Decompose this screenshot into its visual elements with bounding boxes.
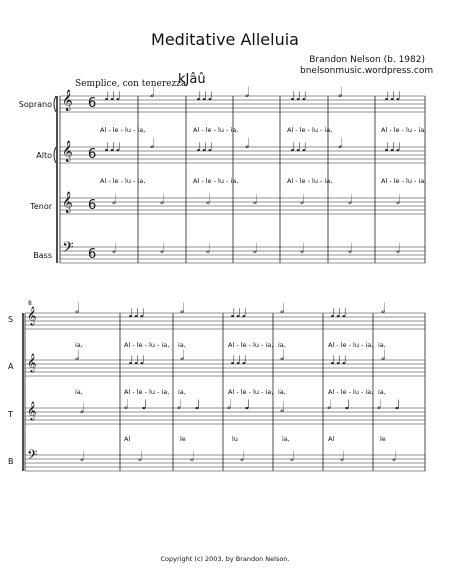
note-group: ♩♩♩: [330, 353, 347, 367]
lyric-line: Al - le - lu - ia,: [328, 341, 374, 349]
note-group: ♩♩♩: [290, 89, 307, 103]
note-pair: 𝅗𝅥 ♩: [124, 398, 148, 413]
bass-clef-icon: 𝄢: [62, 239, 74, 260]
half-note: 𝅗𝅥: [190, 450, 195, 465]
dotted-note: 𝅗𝅥: [280, 348, 285, 364]
dotted-note: 𝅗𝅥: [75, 348, 80, 364]
lyric-word: le: [180, 435, 186, 443]
dotted-note: 𝅗𝅥: [338, 85, 343, 101]
dotted-note: 𝅗𝅥: [180, 348, 185, 364]
lyric-line: Al - le - lu - ia,: [100, 126, 146, 134]
dotted-note: 𝅗𝅥: [150, 136, 155, 152]
lyric-line: ia,: [178, 388, 186, 396]
metronome-mark: kJâû: [178, 72, 206, 87]
part-label-t: T: [8, 410, 13, 419]
note-group: ♩♩♩: [104, 89, 121, 103]
lyric-line: Al - le - lu - ia,: [193, 126, 239, 134]
lyric-line: Al - le - lu - ia,: [100, 177, 146, 185]
lyric-word: Al: [124, 435, 131, 443]
bass-clef-icon: 𝄢: [27, 447, 38, 466]
lyric-line: ia,: [278, 388, 286, 396]
part-label-b: B: [8, 457, 14, 466]
lyric-word: le: [380, 435, 386, 443]
note-group: ♩♩♩: [384, 140, 401, 154]
note-group: ♩♩♩: [384, 89, 401, 103]
treble-8vb-clef-icon: 𝄞: [62, 192, 73, 213]
half-note: 𝅗𝅥: [206, 242, 211, 257]
lyric-line: Al - le - lu - ia,: [381, 126, 427, 134]
note-group: ♩♩♩: [196, 140, 213, 154]
half-note: 𝅗𝅥: [300, 193, 305, 208]
dotted-note: 𝅗𝅥: [180, 301, 185, 317]
lyric-word: ia,: [282, 435, 290, 443]
part-label-a: A: [8, 362, 14, 371]
tempo-marking: Semplice, con tenerezza: [75, 79, 187, 89]
composer-name: Brandon Nelson (b. 1982): [309, 55, 425, 65]
copyright-notice: Copyright (c) 2003, by Brandon Nelson.: [160, 555, 290, 563]
treble-clef-icon: 𝄞: [27, 353, 37, 372]
half-note: 𝅗𝅥: [112, 242, 117, 257]
dotted-note: 𝅗𝅥: [280, 400, 285, 416]
lyric-line: Al - le - lu - ia,: [328, 388, 374, 396]
lyric-line: ia,: [75, 388, 83, 396]
note-pair: 𝅗𝅥 ♩: [227, 398, 251, 413]
lyric-word: lu: [232, 435, 238, 443]
half-note: 𝅗𝅥: [80, 450, 85, 465]
half-note: 𝅗𝅥: [392, 450, 397, 465]
treble-clef-icon: 𝄞: [62, 141, 73, 162]
half-note: 𝅗𝅥: [160, 242, 165, 257]
half-note: 𝅗𝅥: [160, 193, 165, 208]
lyric-line: Al - le - lu - ia,: [228, 388, 274, 396]
note-group: ♩♩♩: [230, 353, 247, 367]
half-note: 𝅗𝅥: [290, 450, 295, 465]
measure-number: 8: [28, 300, 32, 307]
dotted-note: 𝅗𝅥: [381, 348, 386, 364]
part-label-s: S: [8, 315, 14, 324]
lyric-line: Al - le - lu - ia,: [124, 341, 170, 349]
time-signature-icon: 6: [88, 147, 97, 162]
time-signature-icon: 6: [88, 96, 97, 111]
lyric-line: ia,: [378, 388, 386, 396]
half-note: 𝅗𝅥: [348, 242, 353, 257]
treble-clef-icon: 𝄞: [62, 90, 73, 111]
lyric-line: Al - le - lu - ia,: [381, 177, 427, 185]
lyric-line: ia,: [178, 341, 186, 349]
dotted-note: 𝅗𝅥: [75, 301, 80, 317]
dotted-note: 𝅗𝅥: [245, 136, 250, 152]
lyric-line: Al - le - lu - ia,: [287, 177, 333, 185]
dotted-note: 𝅗𝅥: [280, 301, 285, 317]
part-label-alto: Alto: [36, 151, 52, 160]
lyric-line: ia,: [278, 341, 286, 349]
half-note: 𝅗𝅥: [240, 450, 245, 465]
dotted-note: 𝅗𝅥: [381, 301, 386, 317]
note-group: ♩♩♩: [104, 140, 121, 154]
half-note: 𝅗𝅥: [396, 242, 401, 257]
dotted-note: 𝅗𝅥: [338, 136, 343, 152]
part-label-tenor: Tenor: [30, 202, 52, 211]
half-note: 𝅗𝅥: [112, 193, 117, 208]
half-note: 𝅗𝅥: [253, 242, 258, 257]
note-group: ♩♩♩: [230, 306, 247, 320]
lyric-line: Al - le - lu - ia,: [228, 341, 274, 349]
half-note: 𝅗𝅥: [300, 242, 305, 257]
half-note: 𝅗𝅥: [206, 193, 211, 208]
half-note: 𝅗𝅥: [340, 450, 345, 465]
page-title: Meditative Alleluia: [151, 30, 299, 49]
dotted-note: 𝅗𝅥: [245, 85, 250, 101]
half-note: 𝅗𝅥: [253, 193, 258, 208]
lyric-line: Al - le - lu - ia,: [193, 177, 239, 185]
treble-clef-icon: 𝄞: [27, 306, 37, 325]
half-note: 𝅗𝅥: [138, 450, 143, 465]
half-note: 𝅗𝅥: [396, 193, 401, 208]
composer-website: bnelsonmusic.wordpress.com: [300, 66, 434, 76]
lyric-line: Al - le - lu - ia,: [124, 388, 170, 396]
time-signature-icon: 6: [88, 198, 97, 213]
note-pair: 𝅗𝅥 ♩: [177, 398, 201, 413]
part-label-soprano: Soprano: [18, 100, 52, 109]
treble-8vb-clef-icon: 𝄞: [27, 401, 37, 420]
note-group: ♩♩♩: [330, 306, 347, 320]
lyric-line: ia,: [75, 341, 83, 349]
half-note: 𝅗𝅥: [80, 402, 85, 417]
note-pair: 𝅗𝅥 ♩: [377, 398, 401, 413]
part-label-bass: Bass: [33, 251, 52, 260]
note-group: ♩♩♩: [128, 353, 145, 367]
lyric-line: ia,: [378, 341, 386, 349]
note-group: ♩♩♩: [128, 306, 145, 320]
lyric-line: Al - le - lu - ia,: [287, 126, 333, 134]
lyric-word: Al: [328, 435, 335, 443]
note-pair: 𝅗𝅥 ♩: [327, 398, 351, 413]
system-1-brace: [54, 96, 56, 163]
dotted-note: 𝅗𝅥: [150, 85, 155, 101]
note-group: ♩♩♩: [290, 140, 307, 154]
half-note: 𝅗𝅥: [348, 193, 353, 208]
time-signature-icon: 6: [88, 247, 97, 262]
note-group: ♩♩♩: [196, 89, 213, 103]
